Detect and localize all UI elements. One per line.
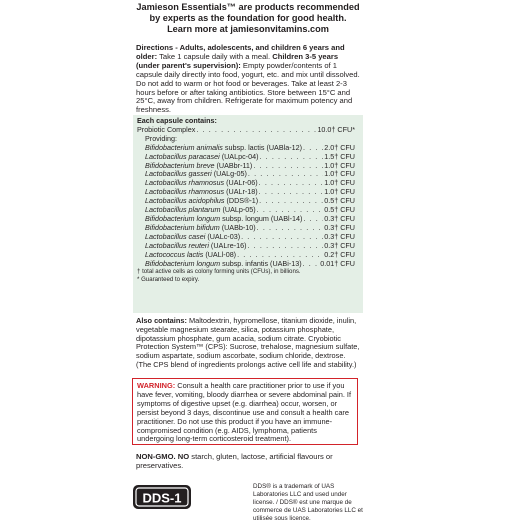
footnote-cfu: † total active cells as colony forming units (CFUs), in billions. (137, 268, 301, 276)
leader-dots (303, 144, 323, 153)
strain-code: (UALc-03) (205, 231, 241, 241)
strain-cfu-value: 0.3† CFU (324, 222, 355, 232)
strain-species: Lactobacillus casei (145, 231, 206, 241)
intro-block (136, 2, 360, 35)
intro-line-3: Learn more at jamiesonvitamins.com (167, 24, 329, 34)
warning-label: WARNING: (137, 381, 176, 390)
strain-cfu-value: 1.5† CFU (324, 151, 355, 161)
strain-code: (UALre-16) (208, 240, 247, 250)
strain-species: Bifidobacterium breve (145, 160, 215, 170)
directions-heading: Directions - Adults, adolescents, and children 6 years and older: (136, 43, 345, 61)
strain-code: subsp. infantis (UABi-13) (220, 258, 302, 268)
strain-species: Lactobacillus paracasei (145, 151, 220, 161)
non-gmo-label: NON-GMO. NO (136, 452, 190, 461)
strain-cfu-value: 0.5† CFU (324, 205, 355, 215)
dds1-logo-text: DDS-1 (142, 490, 182, 506)
intro-line-1: Jamieson Essentials™ are products recommended (136, 2, 360, 12)
leader-dots (247, 242, 323, 251)
strain-code: subsp. lactis (UABla-12) (222, 142, 302, 152)
strain-list (137, 144, 355, 269)
strain-code: (UALr-06) (224, 178, 258, 188)
strain-species: Bifidobacterium animalis (145, 142, 223, 152)
probiotic-complex-value: 10.0† CFU* (317, 124, 355, 134)
strain-code: (DDS®-1) (224, 196, 259, 206)
strain-species: Lactococcus lactis (145, 249, 204, 259)
strain-species: Lactobacillus rhamnosus (145, 187, 225, 197)
strain-code: (UALp-05) (220, 205, 256, 215)
also-contains-text: Maltodextrin, hypromellose, titanium dioxide, inulin, vegetable magnesium stearate, silica, potassium phosphate, dipotassium phosphate, gum acacia, sodium citrate. Cryobiotic Protection System™ (CPS): Sucrose, trehalose, magnesium sulfate, sodium aspartate, sodium ascorbate, sodium chloride, dextrose. (The CPS blend of ingredients prolongs active cell life and stability.) (136, 316, 360, 369)
leader-dots (259, 153, 323, 162)
directions-adult-text: Take 1 capsule daily with a meal. (157, 51, 271, 61)
strain-cfu-value: 1.0† CFU (324, 160, 355, 170)
strain-cfu-value: 1.0† CFU (324, 178, 355, 188)
providing-label: Providing: (145, 133, 177, 143)
strain-code: (UALl-08) (203, 249, 237, 259)
intro-line-2: by experts as the foundation for good health. (149, 13, 347, 23)
strain-cfu-value: 1.0† CFU (324, 169, 355, 179)
leader-dots (303, 260, 320, 269)
directions-child-heading: Children 3-5 years (under parent's supervision): (136, 51, 339, 70)
strain-species: Bifidobacterium longum (145, 258, 221, 268)
leader-dots (257, 224, 324, 233)
strain-name (145, 260, 302, 269)
also-contains-block (136, 317, 360, 370)
strain-species: Bifidobacterium bifidum (145, 222, 220, 232)
strain-cfu-value: 1.0† CFU (324, 187, 355, 197)
leader-dots (259, 188, 324, 197)
strain-code: (UALpc-04) (219, 151, 259, 161)
warning-text: Consult a health care practitioner prior to use if you have fever, vomiting, bloody diarrhea or severe abdominal pain. If symptoms of digestive upset (e.g. diarrhea) occur, worsen, or persist beyond 3 days, discontinue use and consult a health care practitioner. Do not use this product if you have an immune-compromised condition (e.g. AIDS, lymphoma, patients undergoing long-term corticosteroid treatment). (137, 381, 352, 444)
strain-code: (UALg-05) (211, 169, 247, 179)
footnote-expiry: * Guaranteed to expiry. (137, 275, 200, 283)
strain-row (137, 260, 355, 269)
strain-species: Lactobacillus gasseri (145, 169, 212, 179)
strain-species: Bifidobacterium longum (145, 213, 221, 223)
strain-code: (UALr-18) (224, 187, 258, 197)
strain-species: Lactobacillus rhamnosus (145, 178, 225, 188)
trademark-notice: DDS® is a trademark of UAS Laboratories LLC and used under license. / DDS® est une marque de commerce de UAS Laboratories LLC et utilisée sous licence. (253, 483, 363, 522)
strain-cfu-value: 0.3† CFU (324, 240, 355, 250)
leader-dots (248, 170, 323, 179)
leader-dots (241, 233, 323, 242)
strain-cfu-value: 0.3† CFU (324, 231, 355, 241)
probiotic-complex-name: Probiotic Complex (137, 124, 196, 134)
strain-cfu-value: 0.2† CFU (324, 249, 355, 259)
strain-code: (UABbr-11) (214, 160, 253, 170)
leader-dots (303, 215, 323, 224)
strain-code: (UABb-10) (219, 222, 256, 232)
strain-species: Lactobacillus reuteri (145, 240, 209, 250)
also-contains-label: Also contains: (136, 316, 187, 325)
leader-dots (196, 126, 316, 135)
directions-block (136, 44, 360, 115)
strain-cfu-value: 0.3† CFU (324, 213, 355, 223)
dds1-logo (132, 484, 192, 510)
strain-species: Lactobacillus acidophilus (145, 196, 225, 206)
strain-code: subsp. longum (UABl-14) (220, 213, 303, 223)
strain-cfu-value: 2.0† CFU (324, 142, 355, 152)
strain-species: Lactobacillus plantarum (145, 205, 221, 215)
leader-dots (259, 179, 324, 188)
strain-cfu-value: 0.5† CFU (324, 196, 355, 206)
non-gmo-text: starch, gluten, lactose, artificial flavours or preservatives. (136, 452, 333, 470)
leader-dots (259, 197, 323, 206)
capsule-heading: Each capsule contains: (137, 116, 217, 125)
capsule-contents (137, 117, 355, 283)
warning-box (132, 378, 358, 445)
directions-child-text: Empty powder/contents of 1 capsule daily directly into food, yogurt, etc. and mix until dissolved. Do not add to warm or hot food or beverages. Take at least 2-3 hours before or after taking antibiotics. Store between 15°C and 25°C, away from children. Refrigerate for maximum potency and freshness. (136, 60, 360, 115)
leader-dots (253, 162, 323, 171)
strain-cfu-value: 0.01† CFU (320, 258, 355, 268)
non-gmo-statement (136, 452, 360, 470)
